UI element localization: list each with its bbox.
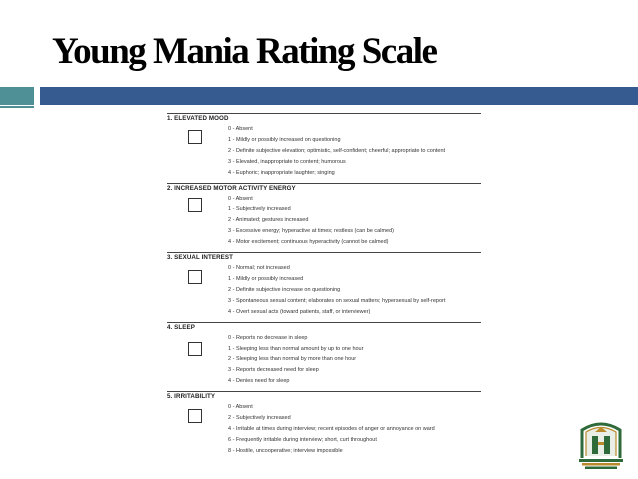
rating-form: [167, 113, 481, 461]
option-list: [228, 263, 481, 318]
option-item: 3 - Excessive energy; hyperactive at times; restless (can be calmed): [228, 228, 394, 235]
institution-logo: [578, 420, 624, 470]
option-item: 1 - Mildly or possibly increased: [228, 275, 304, 282]
accent-left-line: [0, 106, 34, 108]
accent-bar: [40, 87, 638, 105]
accent-left-block: [0, 87, 34, 105]
slide-title: Young Mania Rating Scale: [52, 31, 437, 72]
section-title: 4. SLEEP: [167, 322, 481, 333]
score-checkbox[interactable]: [188, 409, 202, 423]
section-motor-activity: [167, 183, 481, 249]
option-list: [228, 333, 481, 388]
option-item: 0 - Absent: [228, 195, 253, 202]
option-item: 0 - Normal; not increased: [228, 265, 290, 272]
option-item: 2 - Definite subjective increase on questioning: [228, 286, 341, 293]
option-item: 6 - Frequently irritable during interview; short, curt throughout: [228, 436, 377, 443]
option-list: [228, 194, 481, 249]
score-checkbox[interactable]: [188, 270, 202, 284]
option-item: 2 - Sleeping less than normal by more than one hour: [228, 356, 357, 363]
section-title: 3. SEXUAL INTEREST: [167, 252, 481, 263]
option-list: [228, 124, 481, 179]
section-title: 5. IRRITABILITY: [167, 391, 481, 402]
score-checkbox[interactable]: [188, 198, 202, 212]
option-item: 1 - Sleeping less than normal amount by up to one hour: [228, 345, 364, 352]
option-item: 1 - Subjectively increased: [228, 206, 291, 213]
option-item: 1 - Mildly or possibly increased on questioning: [228, 136, 341, 143]
option-item: 2 - Definite subjective elevation; optimistic, self-confident; cheerful; appropriate to content: [228, 147, 446, 154]
section-irritability: [167, 391, 481, 457]
option-item: 4 - Motor excitement; continuous hyperactivity (cannot be calmed): [228, 239, 389, 246]
option-list: [228, 402, 481, 457]
option-item: 4 - Irritable at times during interview; recent episodes of anger or annoyance on ward: [228, 425, 435, 432]
option-item: 0 - Reports no decrease in sleep: [228, 334, 308, 341]
section-title: 2. INCREASED MOTOR ACTIVITY ENERGY: [167, 183, 481, 194]
option-item: 3 - Spontaneous sexual content; elaborates on sexual matters; hypersexual by self-report: [228, 297, 446, 304]
section-elevated-mood: [167, 113, 481, 179]
section-title: 1. ELEVATED MOOD: [167, 113, 481, 124]
option-item: 2 - Subjectively increased: [228, 415, 291, 422]
option-item: 8 - Hostile, uncooperative; interview impossible: [228, 447, 343, 454]
option-item: 0 - Absent: [228, 404, 253, 411]
score-checkbox[interactable]: [188, 130, 202, 144]
option-item: 4 - Euphoric; inappropriate laughter; singing: [228, 169, 335, 176]
option-item: 3 - Elevated, inappropriate to content; humorous: [228, 158, 346, 165]
section-sexual-interest: [167, 252, 481, 318]
section-sleep: [167, 322, 481, 388]
option-item: 2 - Animated; gestures increased: [228, 217, 309, 224]
score-checkbox[interactable]: [188, 342, 202, 356]
option-item: 3 - Reports decreased need for sleep: [228, 367, 319, 374]
option-item: 4 - Denies need for sleep: [228, 378, 290, 385]
option-item: 0 - Absent: [228, 126, 253, 132]
option-item: 4 - Overt sexual acts (toward patients, staff, or interviewer): [228, 308, 371, 315]
